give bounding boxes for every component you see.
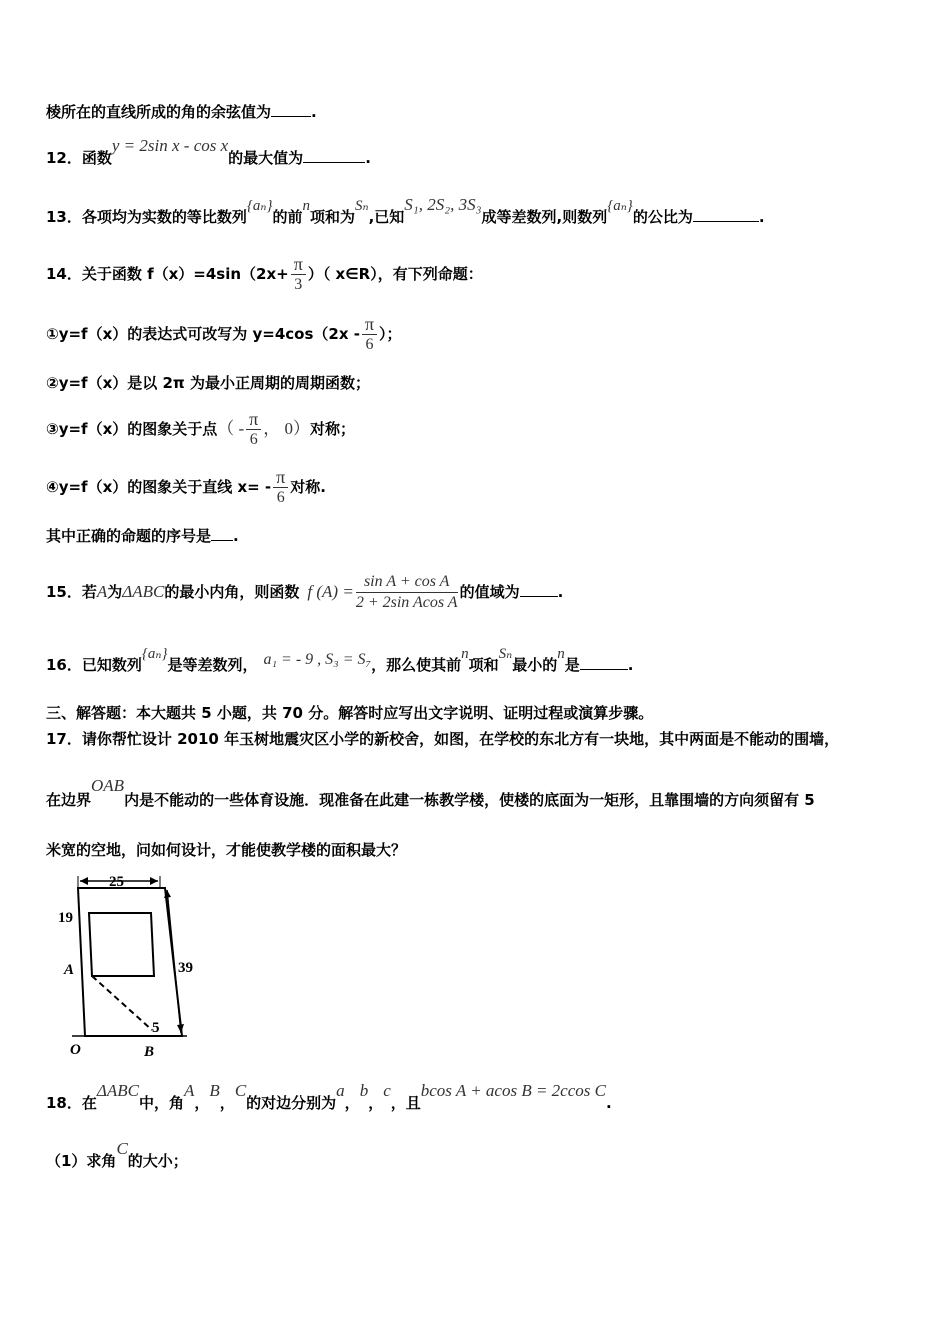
question-15: 15．若A为ΔABC的最小内角，则函数 f (A) = $\frac{\text{sin A + cos A}}{\text{2 + 2sin Acos A}}$ 的值域为 . xyxy=(46,573,564,611)
q18-1-C: C xyxy=(116,1139,128,1158)
point-close: ， 0） xyxy=(263,419,311,438)
arrow-head xyxy=(80,877,88,885)
question-16: 16．已知数列{aₙ}是等差数列， a₁ = - 9 , S₃ = S₇，那么使其前n项和Sₙ最小的n是 . xyxy=(46,646,634,674)
plot-diagram xyxy=(52,868,212,1064)
label-39: 39 xyxy=(178,960,193,976)
q18-comma: ， xyxy=(368,1094,384,1112)
intro-line: 棱所在的直线所成的角的余弦值为 . xyxy=(46,103,317,121)
question-14-stem xyxy=(46,254,483,295)
q17-text: 在边界 xyxy=(46,791,92,809)
q12-lead: 函数 xyxy=(81,149,112,167)
statement-text: ④y=f（x）的图象关于直线 x= - xyxy=(46,478,272,496)
q17-oab: OAB xyxy=(91,776,125,795)
q16-n: n xyxy=(461,646,469,662)
statement-text: ①y=f（x）的表达式可改写为 y=4cos（2x - xyxy=(46,325,360,343)
statement-text: ③y=f（x）的图象关于点 xyxy=(46,420,218,438)
q18-1-text: （1）求角 xyxy=(46,1152,117,1170)
pi-over-6-fraction xyxy=(273,467,288,508)
statement-text: 对称. xyxy=(290,478,326,496)
question-18 xyxy=(46,1081,612,1113)
building-rectangle xyxy=(89,913,154,976)
q15-number: 15． xyxy=(46,583,82,601)
label-5: 5 xyxy=(152,1020,160,1036)
q18-comma: ， xyxy=(219,1094,235,1112)
question-17-line-3 xyxy=(46,840,406,860)
fraction-numerator: π xyxy=(291,254,306,275)
plot-boundary xyxy=(78,888,182,1036)
q13-number: 13． xyxy=(46,208,82,226)
q15-text: 若 xyxy=(81,583,97,601)
fraction-numerator: π xyxy=(273,467,288,488)
q13-text: 的前 xyxy=(272,208,303,226)
section-3-heading xyxy=(46,703,653,723)
q15-triangle: ΔABC xyxy=(122,582,165,601)
answer-blank xyxy=(520,582,558,597)
q13-text: 各项均为实数的等比数列 xyxy=(81,208,247,226)
q13-text: ,已知 xyxy=(368,208,405,226)
q17-text: 内是不能动的一些体育设施．现准备在此建一栋教学楼，使楼的底面为一矩形，且靠围墙的方向须留有 5 xyxy=(124,791,815,809)
q16-text: 最小的 xyxy=(512,656,558,674)
q13-sequence: {aₙ} xyxy=(607,198,633,214)
q13-sequence: {aₙ} xyxy=(246,198,273,214)
q12-formula: y = 2sin x - cos x xyxy=(111,136,229,155)
fraction-numerator: sin A + cos A xyxy=(356,572,458,593)
label-19: 19 xyxy=(58,910,73,926)
fraction-denominator: 3 xyxy=(294,276,303,293)
label-25: 25 xyxy=(109,874,124,890)
fraction-numerator: π xyxy=(246,409,261,430)
fraction-denominator: 6 xyxy=(365,336,374,353)
answer-blank xyxy=(271,102,311,117)
q14-stem: ）（ x∈R），有下列命题： xyxy=(307,265,483,283)
q15-function: f (A) = xyxy=(307,582,354,601)
fraction-denominator: 6 xyxy=(249,431,258,448)
q13-n: n xyxy=(302,198,310,214)
q16-n: n xyxy=(557,646,565,662)
q18-end: . xyxy=(605,1094,612,1112)
statement-2 xyxy=(46,373,370,393)
q18-comma: ， xyxy=(194,1094,210,1112)
q14-number: 14． xyxy=(46,265,82,283)
q18-C: C xyxy=(234,1081,247,1100)
arrow-head xyxy=(177,1024,184,1033)
q18-a: a xyxy=(336,1081,345,1100)
arrow-head xyxy=(150,877,158,885)
q15-text: 的最小内角，则函数 xyxy=(164,583,300,601)
statement-4 xyxy=(46,467,326,508)
answer-blank xyxy=(211,526,233,541)
q15-text: 为 xyxy=(107,583,123,601)
q13-text: 成等差数列,则数列 xyxy=(481,208,608,226)
statement-1 xyxy=(46,314,402,355)
q18-number: 18． xyxy=(46,1094,82,1112)
q18-c: c xyxy=(383,1081,391,1100)
q16-text: 已知数列 xyxy=(81,656,142,674)
pi-over-6-fraction xyxy=(246,409,261,450)
label-B: B xyxy=(144,1044,155,1060)
q14-ask: 其中正确的命题的序号是 . xyxy=(46,527,239,545)
answer-blank xyxy=(580,655,628,670)
q18-triangle: ΔABC xyxy=(96,1081,139,1100)
q14-ask-text: 其中正确的命题的序号是 xyxy=(46,527,212,545)
q15-fraction xyxy=(356,572,458,613)
label-O: O xyxy=(70,1042,81,1058)
q13-terms: S₁, 2S₂, 3S₃ xyxy=(404,195,482,214)
pi-over-3-fraction xyxy=(291,254,306,295)
section-3-text: 三、解答题：本大题共 5 小题，共 70 分。解答时应写出文字说明、证明过程或演算步骤。 xyxy=(46,704,654,722)
q18-text: ，且 xyxy=(390,1094,421,1112)
fraction-denominator: 6 xyxy=(276,489,285,506)
q18-A: A xyxy=(184,1081,195,1100)
q13-text: 项和为 xyxy=(309,208,355,226)
dashed-line xyxy=(92,976,152,1030)
statement-3 xyxy=(46,409,355,450)
q17-text: 17．请你帮忙设计 2010 年玉树地震灾区小学的新校舍，如图，在学校的东北方有一块地，其中两面是不能动的围墙， xyxy=(46,730,840,748)
q14-stem: 关于函数 f（x）=4sin（2x+ xyxy=(81,265,289,283)
point-open: （ - xyxy=(217,419,245,438)
q15-text: 的值域为 xyxy=(459,583,520,601)
q16-text: 是等差数列， xyxy=(167,656,258,674)
question-12: 12．函数y = 2sin x - cos x的最大值为 . xyxy=(46,136,371,167)
fraction-denominator: 2 + 2sin Acos A xyxy=(355,594,458,611)
question-18-part-1 xyxy=(46,1139,188,1171)
q18-equation: bcos A + acos B = 2ccos C xyxy=(420,1081,606,1100)
question-13: 13．各项均为实数的等比数列{aₙ}的前n项和为Sₙ,已知S₁, 2S₂, 3S₃成等差数列,则数列{aₙ}的公比为 . xyxy=(46,195,765,226)
q16-text: 是 xyxy=(564,656,580,674)
question-17-line-2 xyxy=(46,776,815,810)
school-plot-figure xyxy=(52,868,212,1064)
q18-text: 的对边分别为 xyxy=(246,1094,337,1112)
q18-text: 在 xyxy=(81,1094,97,1112)
q16-text: ，那么使其前 xyxy=(371,656,462,674)
q18-text: 中，角 xyxy=(138,1094,184,1112)
q16-condition: a₁ = - 9 , S₃ = S₇ xyxy=(263,651,372,668)
q12-number: 12． xyxy=(46,149,82,167)
statement-text: ）； xyxy=(379,325,402,343)
q13-sn: Sₙ xyxy=(355,198,369,214)
statement-text: ②y=f（x）是以 2π 为最小正周期的周期函数； xyxy=(46,374,370,392)
pi-over-6-fraction xyxy=(362,314,377,355)
q17-text: 米宽的空地，问如何设计，才能使教学楼的面积最大？ xyxy=(46,841,407,859)
answer-blank xyxy=(303,148,365,163)
question-17-line-1 xyxy=(46,729,839,749)
fraction-numerator: π xyxy=(362,314,377,335)
q13-text: 的公比为 xyxy=(632,208,693,226)
q15-A: A xyxy=(96,582,108,601)
intro-text: 棱所在的直线所成的角的余弦值为 xyxy=(46,103,272,121)
answer-blank xyxy=(693,207,759,222)
q16-text: 项和 xyxy=(468,656,499,674)
q16-number: 16． xyxy=(46,656,82,674)
q18-B: B xyxy=(209,1081,220,1100)
q16-sn: Sₙ xyxy=(498,646,513,662)
q18-1-text: 的大小； xyxy=(127,1152,188,1170)
q12-tail: 的最大值为 xyxy=(228,149,304,167)
q18-b: b xyxy=(359,1081,369,1100)
label-A: A xyxy=(64,962,75,978)
statement-text: 对称； xyxy=(310,420,356,438)
q18-comma: ， xyxy=(344,1094,360,1112)
q16-sequence: {aₙ} xyxy=(141,646,168,662)
